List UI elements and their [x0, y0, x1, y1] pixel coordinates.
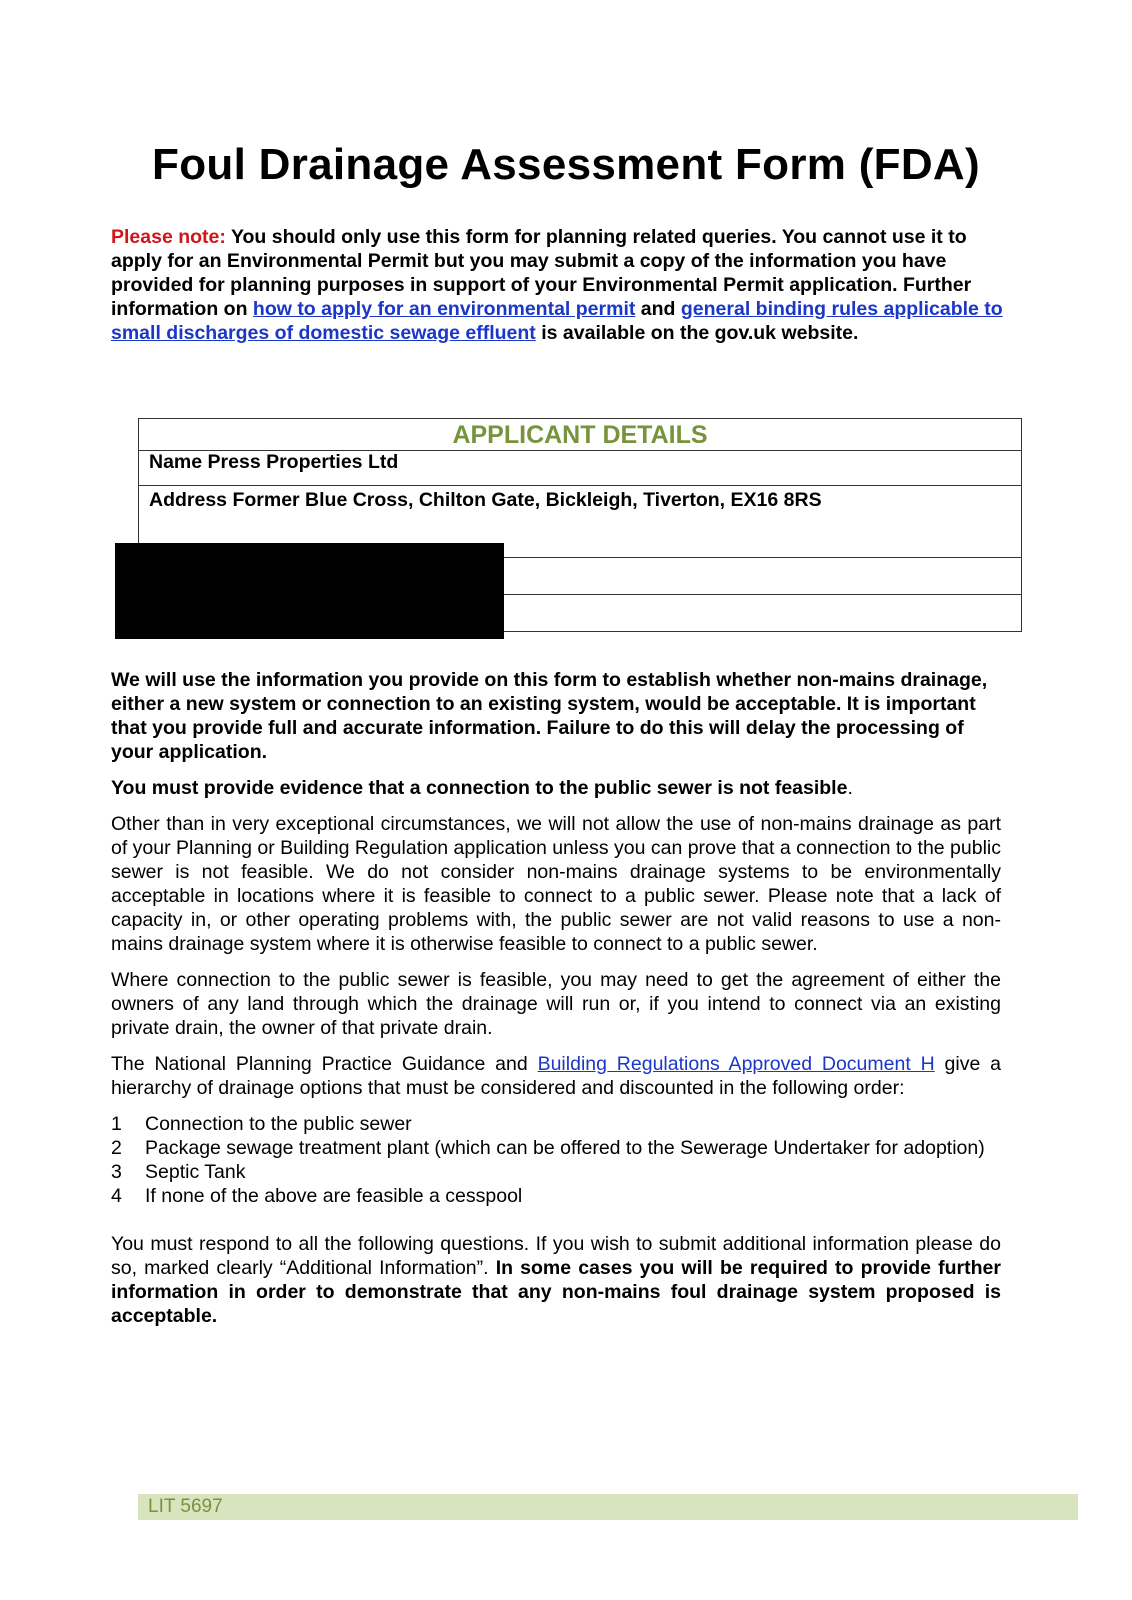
table-divider: [139, 485, 1021, 486]
intro-paragraph: We will use the information you provide on this form to establish whether non-mains drainage, either a new system or connection to an existing system, would be acceptable. It is important that you provide full and accurate information. Failure to do this will delay the processing of your application.: [111, 669, 988, 763]
list-item-text: If none of the above are feasible a cesspool: [145, 1185, 523, 1207]
drainage-options-list: [111, 1112, 1001, 1208]
applicant-address-field[interactable]: Address Former Blue Cross, Chilton Gate, Bickleigh, Tiverton, EX16 8RS: [149, 489, 822, 511]
list-item-number: 4: [111, 1185, 122, 1207]
list-item: [111, 1160, 1001, 1184]
list-item: [111, 1184, 1001, 1208]
hierarchy-text-b: give a hierarchy of drainage options that must be considered and discounted in the following order:: [111, 1053, 1001, 1099]
table-divider: [139, 450, 1021, 451]
list-item-number: 1: [111, 1113, 122, 1135]
list-item: [111, 1136, 1001, 1160]
footer-reference: LIT 5697: [138, 1494, 1078, 1520]
approved-document-h-link[interactable]: Building Regulations Approved Document H: [537, 1053, 935, 1075]
hierarchy-text-a: The National Planning Practice Guidance and: [111, 1053, 538, 1075]
list-item-text: Connection to the public sewer: [145, 1113, 412, 1135]
applicant-name-field[interactable]: Name Press Properties Ltd: [149, 451, 399, 473]
note-text-3: is available on the gov.uk website.: [535, 322, 859, 344]
respond-bold-text: In some cases you will be required to provide further information in order to demonstrate that any non-mains foul drainage system proposed is acceptable.: [111, 1257, 1001, 1327]
general-binding-rules-link[interactable]: general binding rules applicable to small discharges of domestic sewage effluent: [111, 298, 1003, 344]
note-text-2: and: [635, 298, 681, 320]
respond-paragraph: [111, 1232, 1001, 1328]
please-note-label: Please note:: [111, 226, 226, 248]
evidence-period: .: [847, 777, 853, 799]
evidence-text: You must provide evidence that a connection to the public sewer is not feasible: [111, 777, 848, 799]
please-note-paragraph: [111, 225, 1011, 345]
list-item-number: 3: [111, 1161, 122, 1183]
list-item: [111, 1112, 1001, 1136]
main-body: [111, 668, 1001, 1340]
redaction-block: [115, 543, 504, 639]
note-text-1: You should only use this form for planning related queries. You cannot use it to apply for an Environmental Permit but you may submit a copy of the information you have provided for planning purposes in support of your Environmental Permit application. Further information on: [111, 226, 972, 320]
evidence-paragraph: [111, 776, 1001, 800]
list-item-number: 2: [111, 1137, 122, 1159]
hierarchy-paragraph: [111, 1052, 1001, 1100]
connection-agreement-paragraph: Where connection to the public sewer is feasible, you may need to get the agreement of either the owners of any land through which the drainage will run or, if you intend to connect via an existing private drain, the owner of that private drain.: [111, 969, 1001, 1039]
list-item-text: Package sewage treatment plant (which can be offered to the Sewerage Undertaker for adoption): [145, 1137, 985, 1159]
list-item-text: Septic Tank: [145, 1161, 246, 1183]
respond-text: You must respond to all the following questions. If you wish to submit additional information please do so, marked clearly “Additional Information”.: [111, 1233, 1001, 1279]
environmental-permit-link[interactable]: how to apply for an environmental permit: [252, 298, 636, 320]
exceptional-circumstances-paragraph: Other than in very exceptional circumstances, we will not allow the use of non-mains drainage as part of your Planning or Building Regulation application unless you can prove that a connection to the public sewer is not feasible. We do not consider non-mains drainage systems to be environmentally acceptable in locations where it is feasible to connect to a public sewer. Please note that a lack of capacity in, or other operating problems with, the public sewer are not valid reasons to use a non-mains drainage system where it is otherwise feasible to connect to a public sewer.: [111, 813, 1002, 955]
applicant-details-heading: APPLICANT DETAILS: [452, 421, 708, 449]
page-title: Foul Drainage Assessment Form (FDA): [152, 140, 980, 189]
